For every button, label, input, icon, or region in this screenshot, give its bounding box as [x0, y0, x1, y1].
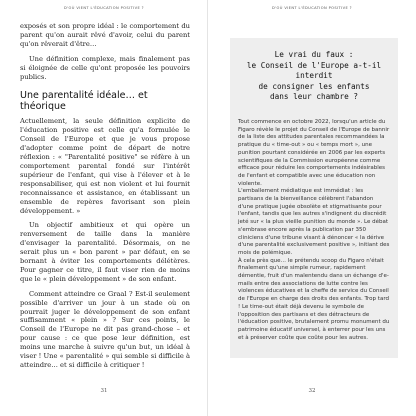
box-paragraph: À cela près que… le prétendu scoop du Figaro n'était finalement qu'une simple rumeur, rapidement démentie, fruit d'un malentendu dans un échange d'e-mails entre des associations de lutte contre les violences éducatives et la cheffe de service du Conseil de l'Europe en charge des droits des enfants. Trop tard ! Le time-out était déjà devenu le symbole de l'opposition des partisans et des détracteurs de l'éducation positive, brutalement promu monument du patrimoine éducatif universel, à enterrer pour les uns et à préserver coûte que coûte pour les autres. — [238, 257, 390, 341]
section-heading: Une parentalité idéale… et théorique — [20, 90, 148, 113]
paragraph: Comment atteindre ce Graal ? Est-il seulement possible d'arriver un jour à un stade où on pourrait juger le développement de son enfant suffisamment « plein » ? Sur ces points, le Conseil de l'Europe ne dit pas grand-chose – et pour cause : ce que pose leur définition, est moins une marche à suivre qu'un but, un idéal à viser ! Une « parentalité » qui semble si difficile à atteindre… et si difficile à critiquer ! — [20, 289, 190, 369]
box-paragraph: Tout commence en octobre 2022, lorsqu'un article du Figaro révèle le projet du Conseil de l'Europe de bannir de la liste des attitudes parentales recommandées la pratique du « time-out » ou « temps mort », une punition pourtant considérée en 2006 par les experts scientifiques de la Commission européenne comme efficace pour réduire les comportements indésirables de l'enfant et compatible avec une éducation non violente. — [238, 119, 390, 187]
box-title-line: Le vrai du faux : — [274, 50, 354, 59]
page-number-right: 32 — [308, 388, 316, 394]
running-head-left: D'OÙ VIENT L'ÉDUCATION POSITIVE ? — [63, 6, 144, 10]
paragraph: exposés et son propre idéal : le comportement du parent qu'on aurait rêvé d'avoir, celui du parent qu'on rêverait d'être… — [20, 22, 190, 48]
running-head-right: D'OÙ VIENT L'ÉDUCATION POSITIVE ? — [271, 6, 352, 10]
left-text-column — [20, 22, 190, 370]
sidebar-box — [230, 38, 398, 358]
right-page — [208, 0, 416, 416]
paragraph: Une définition complexe, mais finalement pas si éloignée de celle qu'ont proposée les pouvoirs publics. — [20, 54, 190, 81]
box-paragraph: L'emballement médiatique est immédiat : les partisans de la bienveillance célèbrent l'abandon d'une pratique jugée obsolète et stigmatisante pour l'enfant, tandis que les autres s'indignent du discrédit jeté sur « la plus vieille punition du monde ». Le débat s'embrase encore après la publication par 350 cliniciens d'une tribune visant à dénoncer « la dérive d'une parentalité exclusivement positive », initiant des mois de polémique. — [238, 188, 390, 256]
paragraph: Un objectif ambitieux et qui opère un renversement de taille dans la manière d'envisager la parentalité. Désormais, on ne serait plus un « bon parent » par défaut, en se bornant à éviter les comportements délétères. Pour gagner ce titre, il faut viser rien de moins que le « plein développement » de son enfant. — [20, 221, 190, 283]
box-body — [238, 119, 390, 342]
paragraph: Actuellement, la seule définition explicite de l'éducation positive est celle qu'a formulée le Conseil de l'Europe et que je vous propose d'adopter comme point de départ de notre réflexion : « "Parentalité positive" se réfère à un comportement parental fondé sur l'intérêt supérieur de l'enfant, qui vise à l'élever et à le responsabiliser, qui est non violent et lui fournit reconnaissance et assistance, en établissant un ensemble de repères favorisant son plein développement. » — [20, 117, 190, 215]
box-title-line: le Conseil de l'Europe a-t-il interdit — [246, 60, 382, 80]
box-title-line: dans leur chambre ? — [270, 92, 358, 101]
box-title-line: de consigner les enfants — [258, 81, 370, 91]
page-number-left: 31 — [100, 388, 108, 394]
box-title — [230, 50, 398, 103]
